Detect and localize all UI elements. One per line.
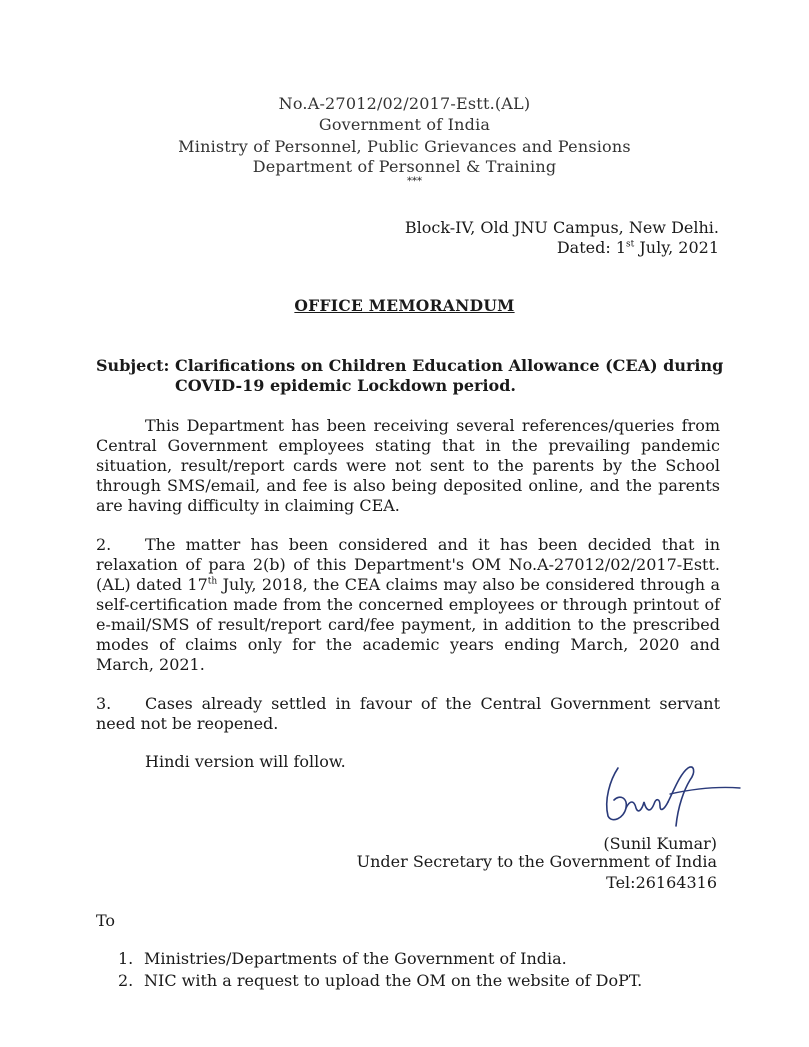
paragraph-3: [96, 694, 720, 734]
signatory-telephone: Tel:26164316: [606, 873, 717, 892]
reference-number: No.A-27012/02/2017-Estt.(AL): [278, 94, 531, 113]
paragraph-2-number: 2.: [96, 535, 112, 554]
memo-title: OFFICE MEMORANDUM: [294, 296, 515, 315]
signatory-designation: Under Secretary to the Government of India: [356, 852, 717, 871]
handwritten-signature: [596, 760, 746, 830]
ministry-name: Ministry of Personnel, Public Grievances and Pensions: [178, 137, 631, 156]
paragraph-1-text: This Department has been receiving several references/queries from Central Government employees stating that in the prevailing pandemic situation, result/report cards were not sent to the parents by the School through SMS/email, and fee is also being deposited online, and the parents are having difficulty in claiming CEA.: [96, 416, 720, 515]
list-item: [118, 948, 642, 970]
list-item-number: 2.: [118, 971, 134, 990]
list-item-text: Ministries/Departments of the Government of India.: [144, 949, 567, 968]
date-suffix: July, 2021: [634, 238, 719, 257]
paragraph-2-sup: th: [207, 576, 218, 587]
paragraph-2-text-b: July, 2018, the CEA claims may also be considered through a self-certification made from the concerned employees or through printout of e-mail/SMS of result/report card/fee payment, in addition to the prescribed modes of claims only for the academic years ending March, 2020 and March, 2021.: [96, 575, 720, 674]
address-place: Block-IV, Old JNU Campus, New Delhi.: [404, 218, 719, 237]
date-sup: st: [626, 239, 635, 250]
to-label: To: [96, 911, 116, 930]
paragraph-1: [96, 416, 720, 516]
subject-line-1: Subject: Clarifications on Children Education Allowance (CEA) during: [96, 356, 724, 375]
department-name: Department of Personnel & Training: [252, 157, 557, 176]
date-line: [557, 238, 719, 257]
list-item-number: 1.: [118, 949, 134, 968]
date-prefix: Dated: 1: [556, 238, 627, 257]
paragraph-2-text-a: The matter has been considered and it has been decided that in relaxation of para 2(b) of this Department's OM No.A-27012/02/2017-Estt.(AL) dated 17: [96, 535, 720, 594]
recipient-list: [118, 948, 642, 992]
subject-line-2: COVID-19 epidemic Lockdown period.: [175, 376, 516, 395]
government-name: Government of India: [318, 115, 491, 134]
paragraph-3-text: Cases already settled in favour of the Central Government servant need not be reopened.: [96, 694, 720, 733]
paragraph-2: [96, 535, 720, 675]
paragraph-3-number: 3.: [96, 694, 112, 713]
subject: [96, 356, 726, 396]
list-item-text: NIC with a request to upload the OM on the website of DoPT.: [144, 971, 643, 990]
signatory-name: (Sunil Kumar): [603, 834, 717, 853]
header-stars: ***: [407, 176, 422, 187]
list-item: [118, 970, 642, 992]
hindi-note: Hindi version will follow.: [145, 752, 346, 771]
